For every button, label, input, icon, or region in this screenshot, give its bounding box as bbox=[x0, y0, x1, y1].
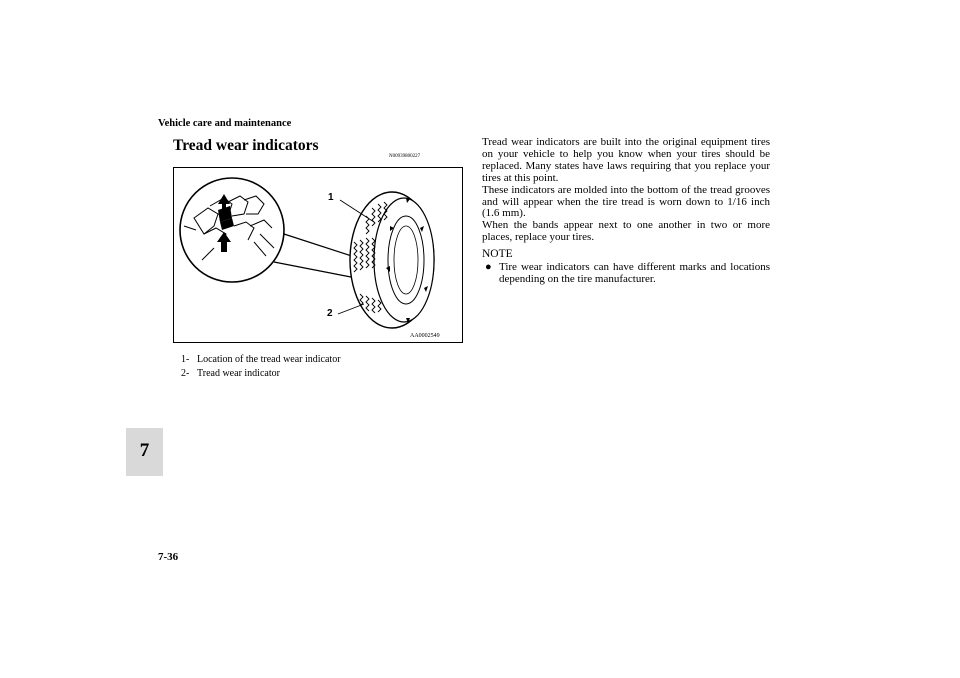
page-number: 7-36 bbox=[158, 551, 179, 563]
tire-figure bbox=[173, 167, 463, 343]
paragraph: Tread wear indicators are built into the original equipment tires on your vehicle to help you know when your tires should be replaced. Many states have laws requiring that you replace your tires at this point. bbox=[482, 136, 770, 184]
callout-2-label: 2 bbox=[327, 308, 333, 319]
paragraph: When the bands appear next to one another in two or more places, replace your tires. bbox=[482, 219, 770, 244]
figure-legend bbox=[181, 353, 341, 381]
legend-item bbox=[181, 353, 341, 367]
paragraph: These indicators are molded into the bottom of the tread grooves and will appear when the tire tread is worn down to 1/16 inch (1.6 mm). bbox=[482, 183, 770, 220]
legend-number: 2- bbox=[181, 368, 190, 379]
legend-number: 1- bbox=[181, 354, 190, 365]
legend-text: Tread wear indicator bbox=[197, 368, 280, 379]
chapter-number: 7 bbox=[139, 440, 150, 461]
callout-1-label: 1 bbox=[328, 192, 334, 203]
bullet-icon: ● bbox=[485, 261, 492, 274]
figure-id: AA0002549 bbox=[410, 333, 440, 339]
body-text bbox=[482, 137, 770, 286]
document-code: N00939800227 bbox=[389, 154, 421, 159]
note-text: Tire wear indicators can have different marks and locations depending on the tire manufacturer. bbox=[499, 261, 770, 285]
legend-item bbox=[181, 367, 341, 381]
note-label: NOTE bbox=[482, 248, 513, 261]
section-title: Tread wear indicators bbox=[173, 137, 319, 154]
chapter-tab bbox=[126, 428, 163, 476]
legend-text: Location of the tread wear indicator bbox=[197, 354, 341, 365]
note-item bbox=[482, 262, 770, 286]
tire bbox=[350, 192, 434, 328]
tire-illustration bbox=[174, 168, 462, 342]
running-header: Vehicle care and maintenance bbox=[158, 118, 292, 129]
